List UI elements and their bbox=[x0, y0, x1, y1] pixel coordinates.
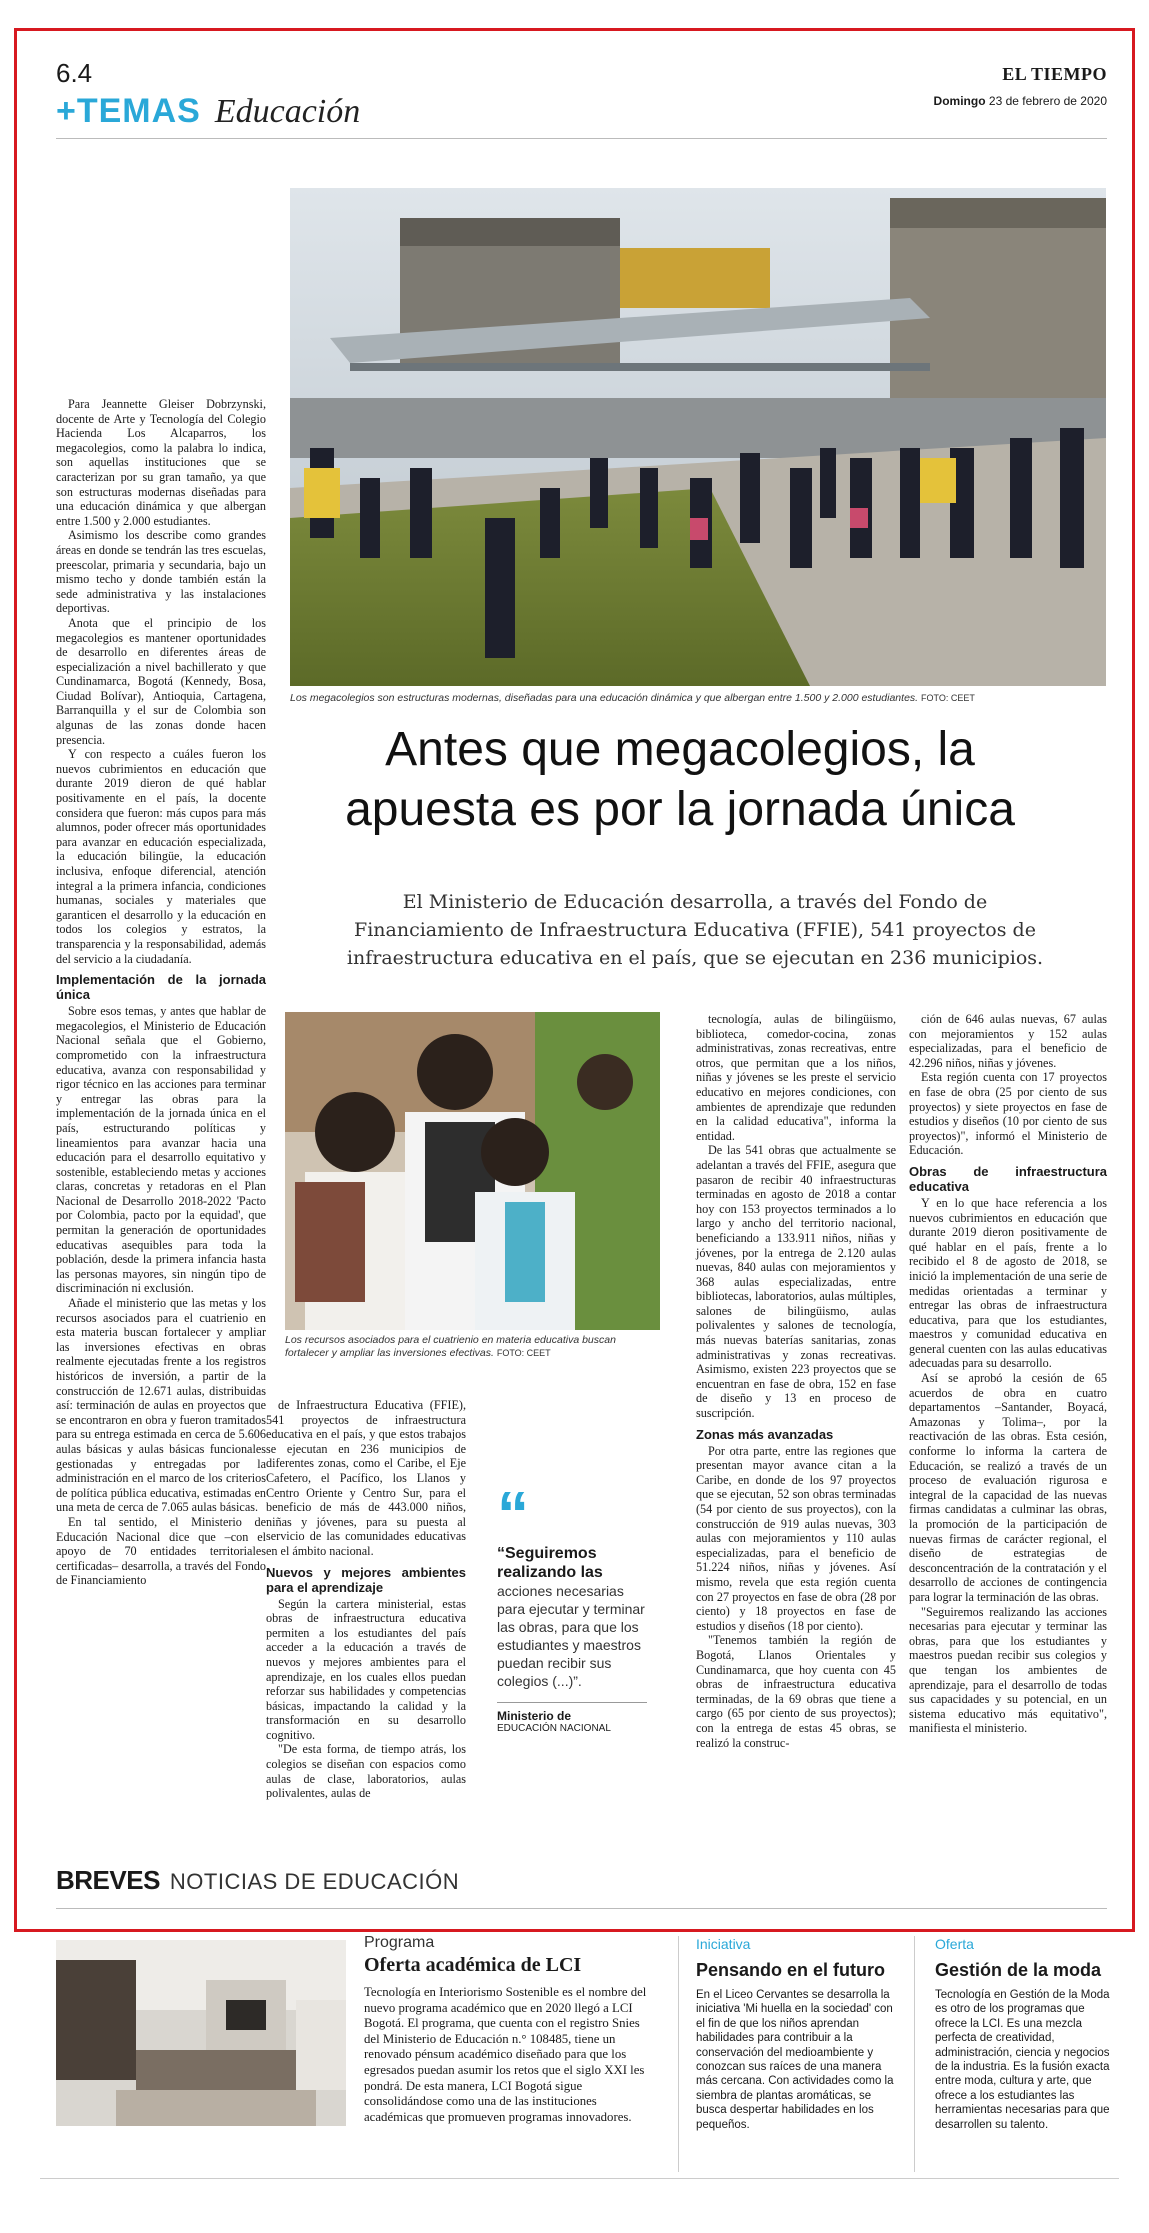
header-rule bbox=[56, 138, 1107, 139]
brief-item-2 bbox=[696, 1936, 894, 2132]
paragraph: Y con respecto a cuáles fueron los nuevos cubrimientos en educación que durante 2019 dieron de qué hablar positivamente en el país, la docente considera que fueron: más cupos para más alumnos, poder ofrecer más oportunidades para avanzar en educación especializada, la educación bilingüe, la educación inclusiva, enfoque diferencial, atención integral a la primera infancia, condiciones humanas, sociales y materiales que garanticen el desarrollo y la educación en todos los colegios y estratos, la transparencia y la responsabilidad, además del servicio a la ciudadanía. bbox=[56, 747, 266, 966]
photo2-caption-text: Los recursos asociados para el cuatrienio en materia educativa buscan fortalecer y ampliar las inversiones efectivas. bbox=[285, 1334, 616, 1359]
subheading: Implementación de la jornada única bbox=[56, 972, 266, 1003]
brief-title: Oferta académica de LCI bbox=[364, 1954, 582, 1976]
hero-caption bbox=[290, 692, 1106, 704]
paragraph: Y en lo que hace referencia a los nuevos cubrimientos en educación que durante 2019 dieron positivamente de qué hablar en el país, frente a lo recibido el 8 de agosto de 2018, se inició la implementación de una serie de medidas orientadas a terminar y entregar las obras de infraestructura educativa, para que los estudiantes, maestros y comunidad educativa en general cuenten con las aulas educativas adecuadas para su desarrollo. bbox=[909, 1195, 1107, 1371]
breves-header bbox=[56, 1865, 459, 1896]
page-number: 6.4 bbox=[56, 58, 93, 88]
section-header bbox=[56, 92, 360, 131]
paragraph: Anota que el principio de los megacolegios es mantener oportunidades de desarrollo en diferentes áreas de especialización a nivel bachillerato y que Cundinamarca, Bogotá (Kennedy, Bosa, Ciudad Bolívar), Antioquia, Cartagena, Barranquilla y el sur de Colombia son algunas de las zonas donde hacen presencia. bbox=[56, 615, 266, 747]
brief-label: Iniciativa bbox=[696, 1936, 751, 1952]
quote-source-name: Ministerio de bbox=[497, 1709, 572, 1723]
paragraph: de Infraestructura Educativa (FFIE), 541 proyectos de infraestructura educativa en el país, y que estos trabajos se ejecutan en 236 municipios de diferentes zonas, como el Caribe, el Eje Cafetero, el Pacífico, los Llanos y Centro Oriente y Centro Sur, para el beneficio de más de 443.000 niños, niñas y jóvenes, para su puesta al servicio de las comunidades educativas en el ámbito nacional. bbox=[266, 1398, 466, 1558]
issue-date bbox=[934, 94, 1107, 108]
quote-source bbox=[497, 1702, 647, 1734]
brief-item-1 bbox=[364, 1934, 652, 2125]
section-name: Educación bbox=[214, 93, 361, 130]
paragraph: ción de 646 aulas nuevas, 67 aulas con mejoramientos y 152 aulas especializadas, para el beneficio de 42.296 niños, niñas y jóvenes. bbox=[909, 1012, 1107, 1070]
quote-lead: “Seguiremos realizando las bbox=[497, 1545, 603, 1581]
column-divider bbox=[914, 1936, 915, 2172]
article-column-3 bbox=[696, 1012, 896, 1750]
quote-source-detail: EDUCACIÓN NACIONAL bbox=[497, 1723, 611, 1734]
paragraph: "De esta forma, de tiempo atrás, los colegios se diseñan con espacios como aulas de clase, laboratorios, aulas polivalentes, aulas de bbox=[266, 1742, 466, 1801]
paragraph: Añade el ministerio que las metas y los recursos asociados para el cuatrienio en esta materia buscan fortalecer y ampliar las inversiones efectivas en obras realmente ejecutadas frente a los registros históricos de inversión, a partir de la construcción de 12.671 aulas, distribuidas así: terminación de aulas en proyectos que se encontraron en obra y fueron tramitados para su entrega estimada en cerca de 5.606 aulas básicas y aulas básicas funcionales gestionadas y entregadas por la administración en el marco de los criterios de política pública educativa, estimadas en una meta de cerca de 7.065 aulas básicas. bbox=[56, 1296, 266, 1515]
brief-label: Oferta bbox=[935, 1936, 974, 1952]
breves-rule bbox=[56, 1908, 1107, 1909]
paragraph: De las 541 obras que actualmente se adelantan a través del FFIE, asegura que pasaron de recibir 40 infraestructuras terminadas en agosto de 2018 a contar hoy con 153 proyectos terminados a lo largo y ancho del territorio nacional, beneficiando a 133.911 niños, niñas y jóvenes, por la entrega de 2.120 aulas nuevas, 840 aulas con mejoramientos y 368 aulas especializadas, entre bibliotecas, laboratorios, aulas múltiples, salones de bilingüismo, aulas polivalentes y salones de tecnología, más nuevas baterías sanitarias, zonas administrativas y zonas recreativas. Asimismo, existen 223 proyectos que se encuentran en fase de obra, 152 en fase de diseño y 13 en proceso de suscripción. bbox=[696, 1143, 896, 1421]
paragraph: Por otra parte, entre las regiones que presentan mayor avance citan a la Caribe, en donde de los 97 proyectos que se ejecutan, 52 son obras terminadas (54 por ciento de sus proyectos), con la construcción de 919 aulas nuevas, 303 aulas con mejoramientos y 110 aulas especializadas, para el beneficio de 51.224 niños, niñas y jóvenes. Así mismo, revela que esta región cuenta con 27 proyectos en fase de obra (28 por ciento) y 18 proyectos en fase de estudios y diseños (18 por ciento). bbox=[696, 1443, 896, 1633]
paragraph: Así se aprobó la cesión de 65 acuerdos de obra en cuatro departamentos –Santander, Boyacá, Amazonas y Tolima–, por la reactivación de las obras. Esta cesión, conforme lo informa la cartera de Educación, se realizó a través de un proceso de evaluación rigurosa e integral de la capacidad de las nuevas firmas candidatas a culminar las obras, la promoción de la participación de nuevas firmas de carácter regional, el diseño de estrategias de desconcentración de la contratación y el desarrollo de acciones de contingencia para lograr la terminación de las obras. bbox=[909, 1371, 1107, 1604]
brief-label: Programa bbox=[364, 1934, 435, 1951]
brief-item-3 bbox=[935, 1936, 1115, 2132]
interior-photo bbox=[56, 1940, 346, 2126]
article-headline bbox=[230, 720, 1130, 840]
brief-title: Gestión de la moda bbox=[935, 1960, 1102, 1980]
breves-title: BREVES bbox=[56, 1865, 160, 1895]
newspaper-name: EL TIEMPO bbox=[1002, 64, 1107, 84]
paragraph: Asimismo los describe como grandes áreas en donde se tendrán las tres escuelas, preescolar, primaria y secundaria, bajo un mismo techo y donde también están la sede administrativa y las instalaciones deportivas. bbox=[56, 528, 266, 616]
article-dek: El Ministerio de Educación desarrolla, a través del Fondo de Financiamiento de Infraestructura Educativa (FFIE), 541 proyectos de infraestructura educativa en el país, que se ejecutan en 236 municipios. bbox=[346, 891, 1044, 969]
students-photo-caption bbox=[285, 1334, 660, 1360]
paragraph: "Tenemos también la región de Bogotá, Llanos Orientales y Cundinamarca, que hoy cuenta con 45 obras de infraestructura educativa terminadas, de la 69 obras que tiene a cargo (65 por ciento de sus proyectos); con la entrega de estas 45 obras, se realizó la construc- bbox=[696, 1633, 896, 1750]
paragraph: tecnología, aulas de bilingüismo, biblioteca, comedor-cocina, zonas administrativas, zonas recreativas, entre otros, que permitan que a los niños, niñas y jóvenes se les preste el servicio educativo en mejores condiciones, con ambientes de aprendizaje que redunden en la calidad educativa", informa la entidad. bbox=[696, 1012, 896, 1143]
paragraph: Esta región cuenta con 17 proyectos en fase de obra (25 por ciento de sus proyectos) y siete proyectos en fase de estudios y diseños (10 por ciento de sus proyectos)", informó el Ministerio de Educación. bbox=[909, 1070, 1107, 1158]
article-column-1 bbox=[56, 397, 266, 1588]
quote-mark-icon: “ bbox=[497, 1478, 529, 1550]
paragraph: Sobre esos temas, y antes que hablar de megacolegios, el Ministerio de Educación Nacional señala que el Gobierno, comprometido con la infraestructura educativa, avanza con responsabilidad y rigor técnico en las acciones para terminar y entregar las obras para la implementación de la jornada única en el país, estructurando políticas y lineamientos para avanzar hacia una educación para el desarrollo equitativo y sostenible, estableciendo metas y acciones claras, concretas y retadoras en el Plan Nacional de Desarrollo 2018-2022 'Pacto por Colombia, pacto por la equidad', que permitan la generación de oportunidades educativas asequibles para toda la población, desde la primera infancia hasta las personas mayores, sin ningún tipo de discriminación ni exclusión. bbox=[56, 1004, 266, 1296]
date-day: Domingo bbox=[933, 94, 986, 108]
hero-photo bbox=[290, 188, 1106, 686]
brief-text: Tecnología en Interiorismo Sostenible es el nombre del nuevo programa académico que en 2020 llegó a LCI Bogotá. El programa, que cuenta con el registro Snies del Ministerio de Educación n.° 108485, tiene un renovado pénsum académico diseñado para que los egresados puedan asumir los retos que el siglo XXI les pondrá. De esta manera, LCI Bogotá sigue consolidándose como una de las instituciones académicas que promueven programas innovadores. bbox=[364, 1985, 647, 2124]
article-column-4 bbox=[909, 1012, 1107, 1736]
pull-quote bbox=[497, 1478, 647, 1734]
paragraph: En tal sentido, el Ministerio de Educación Nacional dice que –con el apoyo de 70 entidades territoriales certificadas– desarrolla, a través del Fondo de Financiamiento bbox=[56, 1514, 266, 1588]
section-tag: +TEMAS bbox=[56, 92, 201, 130]
paragraph: "Seguiremos realizando las acciones necesarias para ejecutar y terminar las obras, para que los estudiantes y maestros puedan recibir sus colegios y que tengan los ambientes de aprendizaje, para el desarrollo de todas sus capacidades y su potencial, en un sistema educativo más equitativo", manifiesta el ministerio. bbox=[909, 1604, 1107, 1736]
hero-caption-text: Los megacolegios son estructuras modernas, diseñadas para una educación dinámica y que albergan entre 1.500 y 2.000 estudiantes. bbox=[290, 692, 919, 704]
brief-text: En el Liceo Cervantes se desarrolla la iniciativa 'Mi huella en la sociedad' con el fin de que los niños aprendan habilidades para contribuir a la conservación del medioambiente y conozcan sus raíces de una manera más cercana. Con actividades como la siembra de plantas aromáticas, se busca despertar habilidades en los pequeños. bbox=[696, 1989, 894, 2131]
brief-text: Tecnología en Gestión de la Moda es otro de los programas que ofrece la LCI. Es una mezcla perfecta de creatividad, administración, ciencia y negocios de la industria. Es la fusión exacta entre moda, cultura y arte, que ofrece a los estudiantes las herramientas necesarias para que desarrollen su talento. bbox=[935, 1989, 1110, 2131]
hero-credit: FOTO: CEET bbox=[921, 693, 975, 703]
subheading: Zonas más avanzadas bbox=[696, 1426, 834, 1442]
students-photo bbox=[285, 1012, 660, 1330]
brief-title: Pensando en el futuro bbox=[696, 1960, 886, 1980]
date-rest: 23 de febrero de 2020 bbox=[988, 94, 1107, 108]
breves-subtitle: NOTICIAS DE EDUCACIÓN bbox=[169, 1869, 460, 1894]
paragraph: Según la cartera ministerial, estas obras de infraestructura educativa permiten a los estudiantes del país acceder a la educación a través de nuevos y mejores ambientes para el aprendizaje, en los cuales ellos puedan reforzar sus habilidades y competencias básicas, impactando la calidad y la transformación en su desarrollo cognitivo. bbox=[266, 1596, 466, 1742]
subheading: Nuevos y mejores ambientes para el aprendizaje bbox=[266, 1564, 466, 1595]
bottom-rule bbox=[40, 2178, 1119, 2179]
photo2-credit: FOTO: CEET bbox=[496, 1348, 551, 1358]
subheading: Obras de infraestructura educativa bbox=[909, 1163, 1107, 1194]
headline-line-2: apuesta es por la jornada única bbox=[345, 783, 1015, 836]
headline-line-1: Antes que megacolegios, la bbox=[385, 723, 975, 776]
column-divider bbox=[678, 1936, 679, 2172]
article-column-2 bbox=[266, 1398, 466, 1801]
paragraph: Para Jeannette Gleiser Dobrzynski, docente de Arte y Tecnología del Colegio Hacienda Los Alcaparros, los megacolegios, como la palabra lo indica, son aquellas instituciones que se caracterizan por su gran tamaño, ya que son estructuras modernas diseñadas para una educación dinámica y que albergan entre 1.500 y 2.000 estudiantes. bbox=[56, 397, 266, 528]
quote-body: acciones necesarias para ejecutar y terminar las obras, para que los estudiantes y maestros puedan recibir sus colegios (...)”. bbox=[497, 1583, 645, 1689]
